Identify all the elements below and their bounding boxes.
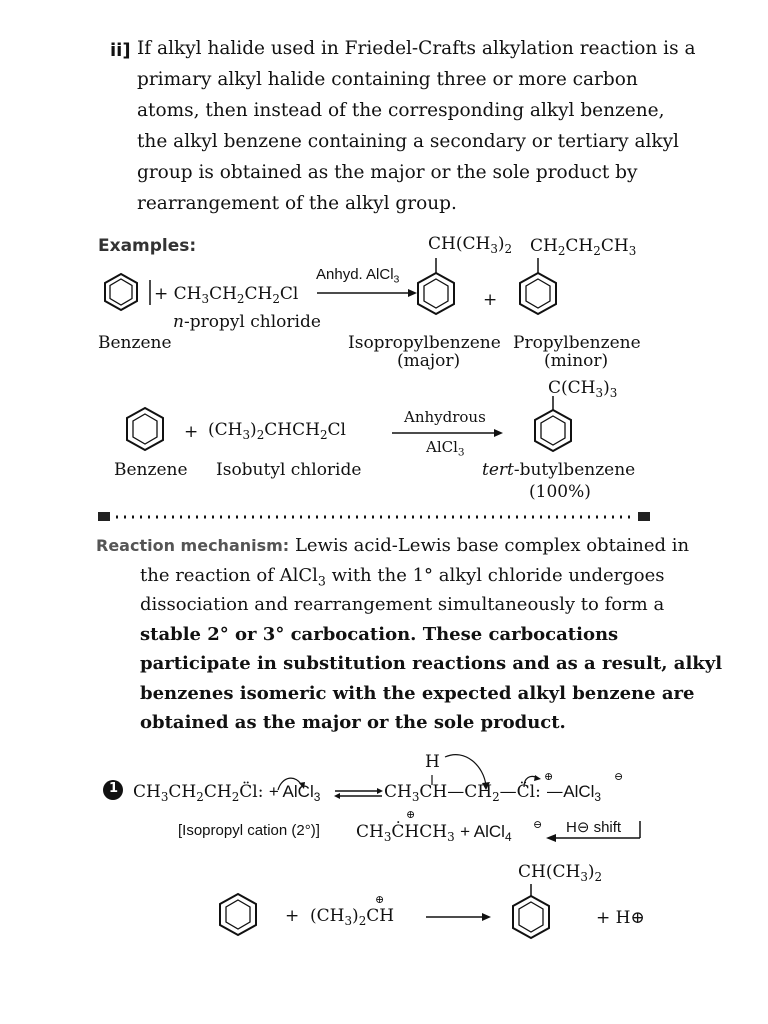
migrating-hydrogen: H — [425, 752, 440, 772]
examples-heading: Examples: — [98, 236, 197, 256]
ex1-product-plus: + — [483, 290, 498, 310]
rule-line: atoms, then instead of the corresponding alkyl benzene, — [137, 100, 665, 121]
ex1-product2-name: Propylbenzene — [513, 333, 641, 353]
mechanism-line: participate in substitution reactions and as a result, alkyl — [140, 653, 723, 674]
ex1-product2-note: (minor) — [544, 351, 609, 371]
rule-line: primary alkyl halide containing three or more carbon — [137, 69, 638, 90]
mechanism-paragraph — [96, 531, 722, 738]
ex1-product1-substituent: $CH(CH_3)_2$ — [428, 234, 513, 257]
ex2-product-name: tert-butylbenzene — [482, 460, 636, 480]
benzene-ring-icon — [513, 896, 549, 938]
final-proton: + H⊕ — [596, 908, 645, 928]
hydride-shift-label: H⊖ shift — [566, 819, 622, 836]
rule-line: If alkyl halide used in Friedel-Crafts alkylation reaction is a — [137, 38, 696, 59]
ex2-reagent: $(CH_3)_2CHCH_2Cl$ — [208, 420, 346, 443]
negative-charge-icon: ⊖ — [614, 770, 624, 783]
rule-line: the alkyl benzene containing a secondary or tertiary alkyl — [137, 131, 679, 152]
ex2-yield: (100%) — [529, 482, 591, 502]
ex1-reactant: + $CH_3CH_2CH_2Cl$ — [154, 284, 299, 307]
ex1-reagent-name: n-propyl chloride — [173, 312, 321, 332]
benzene-ring-icon — [105, 274, 137, 310]
mechanism-line: the reaction of AlCl$_3$ with the 1° alkyl chloride undergoes — [140, 564, 665, 588]
ex1-product1-name: Isopropylbenzene — [348, 333, 501, 353]
positive-charge-icon: ⊕ — [406, 808, 416, 821]
divider-square-icon — [98, 512, 110, 521]
rule-line: rearrangement of the alkyl group. — [137, 193, 457, 214]
final-reagent: $(CH_3)_2CH$ — [310, 906, 395, 929]
ex1-product2-substituent: $CH_2CH_2CH_3$ — [530, 236, 637, 259]
mechanism-line: Lewis acid-Lewis base complex obtained in — [294, 535, 690, 556]
ex1-condition: Anhyd. AlCl$_3$ — [316, 266, 400, 286]
ex2-condition-bottom: AlCl$_3$ — [426, 438, 465, 459]
step1-equation: $CH_3CH_2CH_2C̈l$: + AlCl$_3$ — [133, 782, 321, 805]
step-number: 1 — [109, 781, 119, 796]
ex2-benzene-label: Benzene — [114, 460, 188, 480]
mechanism-line: dissociation and rearrangement simultaneously to form a — [140, 594, 665, 615]
formula: $CH_3CH_2CH_2Cl$ — [173, 284, 299, 307]
benzene-ring-icon — [418, 273, 454, 314]
ex2-product-substituent: $C(CH_3)_3$ — [548, 378, 618, 401]
mechanism-heading: Reaction mechanism: — [96, 536, 290, 555]
positive-charge-icon: ⊕ — [375, 893, 385, 906]
rule-line: group is obtained as the major or the sole product by — [137, 162, 638, 183]
final-plus: + — [285, 906, 300, 926]
benzene-ring-icon — [127, 408, 163, 450]
ex2-plus: + — [184, 422, 199, 442]
ex2-condition-top: Anhydrous — [404, 408, 486, 426]
divider-square-icon — [638, 512, 650, 521]
benzene-ring-icon — [520, 273, 556, 314]
isopropyl-label: [Isopropyl cation (2°)] — [178, 822, 320, 839]
mechanism-line: benzenes isomeric with the expected alkyl benzene are — [140, 682, 695, 704]
ex1-product1-note: (major) — [397, 351, 461, 371]
benzene-ring-icon — [220, 894, 256, 935]
list-marker: ii] — [110, 40, 131, 61]
final-product-substituent: $CH(CH_3)_2$ — [518, 862, 603, 885]
mechanism-line: obtained as the major or the sole product. — [140, 712, 566, 733]
mechanism-line: stable 2° or 3° carbocation. These carbocations — [140, 623, 619, 645]
ex1-benzene-label: Benzene — [98, 333, 172, 353]
isopropyl-cation-equation: $CH_3ĊHCH_3$ + AlCl$_4$ — [356, 822, 512, 845]
ex2-reagent-name: Isobutyl chloride — [216, 460, 362, 480]
step1-complex: $CH_3CH—CH_2—C̈l$: —AlCl$_3$ — [384, 782, 602, 805]
benzene-ring-icon — [535, 410, 571, 451]
negative-charge-icon: ⊖ — [533, 818, 543, 831]
positive-charge-icon: ⊕ — [544, 770, 554, 783]
